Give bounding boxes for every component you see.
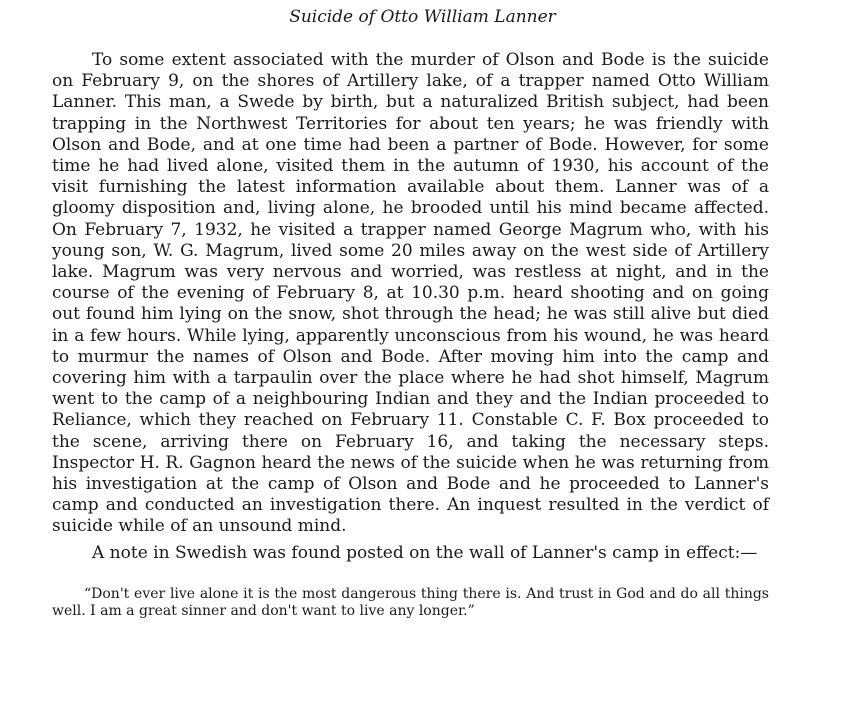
quoted-note: “Don't ever live alone it is the most dangerous thing there is. And trust in God and do all things well. I am a great sinner and don't want to live any longer.” <box>52 585 769 619</box>
section-title: Suicide of Otto William Lanner <box>289 7 556 27</box>
body-paragraph: A note in Swedish was found posted on the wall of Lanner's camp in effect:— <box>92 542 758 563</box>
body-paragraph: To some extent associated with the murder of Olson and Bode is the suicide on February 9, on the shores of Artillery lake, of a trapper named Otto William Lanner. This man, a Swede by birth, but a naturalized British subject, had been trapping in the Northwest Territories for about ten years; he was friendly with Olson and Bode, and at one time had been a partner of Bode. However, for some time he had lived alone, visited them in the autumn of 1930, his account of the visit furnishing the latest information available about them. Lanner was of a gloomy disposition and, living alone, he brooded until his mind became affected. On February 7, 1932, he visited a trapper named George Magrum who, with his young son, W. G. Magrum, lived some 20 miles away on the west side of Artillery lake. Magrum was very nervous and worried, was restless at night, and in the course of the evening of February 8, at 10.30 p.m. heard shooting and on going out found him lying on the snow, shot through the head; he was still alive but died in a few hours. While lying, apparently unconscious from his wound, he was heard to murmur the names of Olson and Bode. After moving him into the camp and covering him with a tarpaulin over the place where he had shot himself, Magrum went to the camp of a neighbouring Indian and they and the Indian proceeded to Reliance, which they reached on February 11. Constable C. F. Box proceeded to the scene, arriving there on February 16, and taking the necessary steps. Inspector H. R. Gagnon heard the news of the suicide when he was returning from his investigation at the camp of Olson and Bode and he proceeded to Lanner's camp and conducted an investigation there. An inquest resulted in the verdict of suicide while of an unsound mind. <box>52 50 769 537</box>
document-page <box>52 6 769 620</box>
